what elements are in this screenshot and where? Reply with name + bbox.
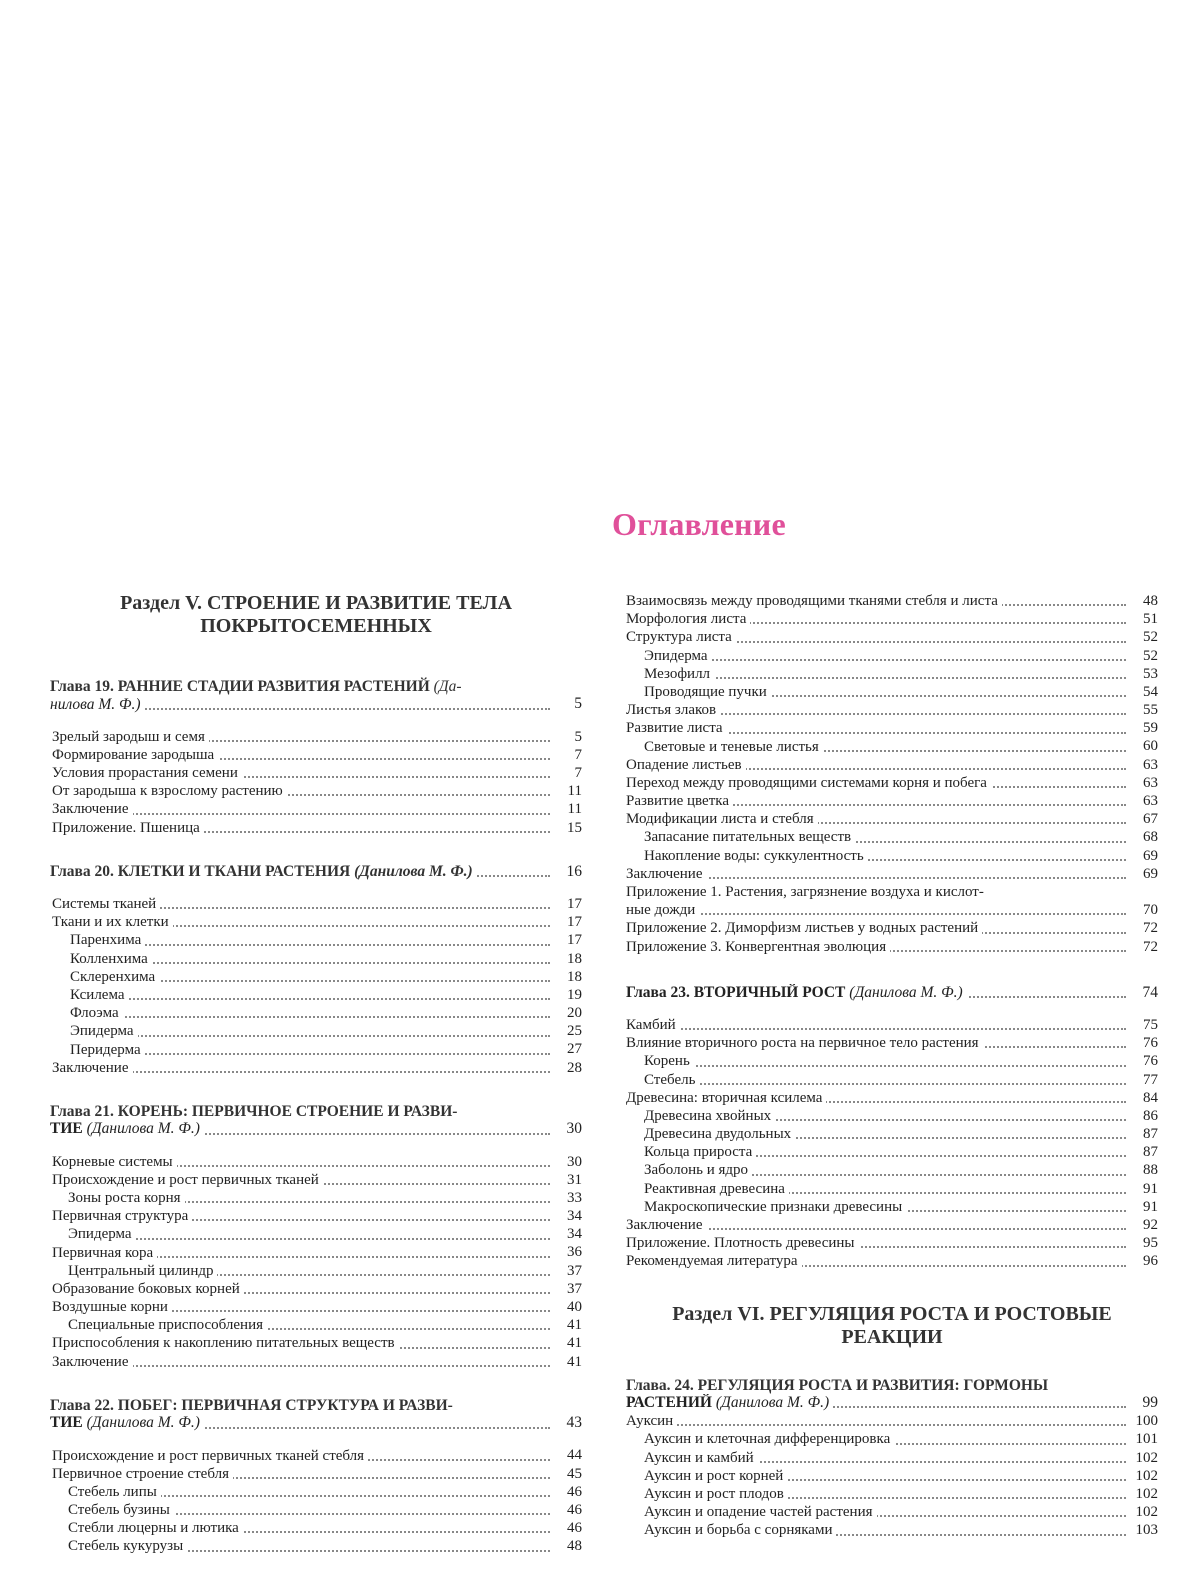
toc-entry-title: Листья злаков: [626, 702, 720, 718]
toc-entry-page: 63: [1139, 792, 1158, 810]
toc-entry-page: 102: [1132, 1503, 1159, 1521]
toc-entry[interactable]: [626, 828, 1158, 846]
toc-entry-page: 40: [563, 1298, 582, 1316]
chapter-22-continued-entries: [626, 592, 1158, 883]
toc-entry-page: 68: [1139, 828, 1158, 846]
toc-entry-page: 37: [563, 1280, 582, 1298]
dot-leader: [644, 659, 1126, 661]
toc-entry-title: Ауксин и клеточная дифференцировка: [644, 1431, 894, 1447]
toc-entry[interactable]: [626, 1016, 1158, 1034]
toc-entry-title: Ауксин и рост плодов: [644, 1486, 788, 1502]
toc-entry[interactable]: [626, 1234, 1158, 1252]
toc-entry-page: 48: [563, 1537, 582, 1555]
toc-entry-title: Эпидерма: [70, 1023, 138, 1039]
toc-entry-title: Стебель кукурузы: [68, 1538, 187, 1554]
toc-entry-page: 15: [563, 819, 582, 837]
toc-entry[interactable]: [626, 865, 1158, 883]
toc-entry-title: Мезофилл: [644, 666, 714, 682]
toc-entry[interactable]: [626, 1430, 1158, 1448]
toc-entry-title: Макроскопические признаки древесины: [644, 1199, 906, 1215]
toc-entry-page: 41: [563, 1316, 582, 1334]
toc-entry-title: Происхождение и рост первичных тканей стебля: [52, 1448, 368, 1464]
toc-entry[interactable]: [50, 1316, 582, 1334]
toc-entry[interactable]: [626, 1412, 1158, 1430]
toc-entry[interactable]: [626, 665, 1158, 683]
toc-entry-title: Колленхима: [70, 951, 152, 967]
toc-entry-page: 102: [1132, 1449, 1159, 1467]
toc-entry-page: 103: [1132, 1521, 1159, 1539]
toc-entry-title: Структура листа: [626, 629, 736, 645]
chapter-19-entries: [50, 728, 582, 837]
toc-entry-title: Морфология листа: [626, 611, 750, 627]
toc-entry-title: Формирование зародыша: [52, 747, 218, 763]
toc-entry-title: Ауксин: [626, 1413, 677, 1429]
toc-entry[interactable]: [50, 895, 582, 913]
toc-entry-title: Накопление воды: суккулентность: [644, 848, 868, 864]
toc-entry-title: Ксилема: [70, 987, 129, 1003]
dot-leader: [644, 1065, 1126, 1067]
toc-entry[interactable]: [626, 1503, 1158, 1521]
dot-leader: [626, 1424, 1126, 1426]
toc-entry-page: 48: [1139, 592, 1158, 610]
dot-leader: [644, 1083, 1126, 1085]
toc-entry[interactable]: [626, 810, 1158, 828]
toc-entry-title: Развитие листа: [626, 720, 727, 736]
toc-entry-page: 76: [1139, 1052, 1158, 1070]
toc-entry-page: 28: [563, 1059, 582, 1077]
toc-entry-title: Условия прорастания семени: [52, 765, 242, 781]
toc-entry[interactable]: [50, 1483, 582, 1501]
toc-entry-title: Древесина: вторичная ксилема: [626, 1090, 826, 1106]
toc-entry-page: 52: [1139, 647, 1158, 665]
toc-entry-page: 88: [1139, 1161, 1158, 1179]
toc-entry-page: 34: [563, 1225, 582, 1243]
toc-entry-page: 7: [571, 746, 583, 764]
toc-entry-page: 27: [563, 1041, 582, 1059]
toc-entry[interactable]: [626, 628, 1158, 646]
toc-entry[interactable]: [626, 1125, 1158, 1143]
toc-entry-page: 75: [1139, 1016, 1158, 1034]
toc-entry-page: 11: [564, 800, 582, 818]
toc-entry[interactable]: [626, 792, 1158, 810]
toc-entry-title: Стебель бузины: [68, 1502, 174, 1518]
toc-entry-title: Модификации листа и стебля: [626, 811, 818, 827]
chapter-21-entries: [50, 1153, 582, 1371]
toc-entry[interactable]: [50, 1447, 582, 1465]
toc-entry-page: 102: [1132, 1485, 1159, 1503]
toc-entry[interactable]: [50, 782, 582, 800]
chapter-23-heading[interactable]: Глава 23. ВТОРИЧНЫЙ РОСТ (Данилова М. Ф.) 74: [626, 983, 1158, 1001]
dot-leader: [626, 1028, 1126, 1030]
section-6-heading: Раздел VI. РЕГУЛЯЦИЯ РОСТА И РОСТОВЫЕ РЕАКЦИИ: [672, 1302, 1112, 1348]
toc-entry[interactable]: [50, 1244, 582, 1262]
toc-entry-page: 69: [1139, 847, 1158, 865]
toc-entry-title: Паренхима: [70, 932, 145, 948]
toc-entry-page: 46: [563, 1519, 582, 1537]
toc-entry-title: Образование боковых корней: [52, 1281, 244, 1297]
toc-entry-title: Заключение: [52, 1060, 133, 1076]
toc-entry[interactable]: [50, 931, 582, 949]
toc-entry-title: Взаимосвязь между проводящими тканями стебля и листа: [626, 593, 1002, 609]
toc-entry-page: 63: [1139, 774, 1158, 792]
toc-entry-page: 44: [563, 1447, 582, 1465]
toc-entry-page: 59: [1139, 719, 1158, 737]
toc-left-column: [50, 592, 582, 1556]
toc-entry-title: Воздушные корни: [52, 1299, 172, 1315]
toc-entry[interactable]: [50, 764, 582, 782]
toc-entry-page: 55: [1139, 701, 1158, 719]
toc-entry-title: Заключение: [52, 801, 133, 817]
toc-entry-page: 95: [1139, 1234, 1158, 1252]
toc-entry-title: Первичная кора: [52, 1245, 157, 1261]
toc-entry-page: 20: [563, 1004, 582, 1022]
toc-entry-title: Ауксин и рост корней: [644, 1468, 787, 1484]
toc-entry-title: Заключение: [626, 1217, 707, 1233]
toc-entry-title: Стебель липы: [68, 1484, 161, 1500]
toc-entry-title: Рекомендуемая литература: [626, 1253, 802, 1269]
chapter-20-heading[interactable]: Глава 20. КЛЕТКИ И ТКАНИ РАСТЕНИЯ (Данилова М. Ф.) 16: [50, 862, 582, 880]
toc-entry[interactable]: [626, 1089, 1158, 1107]
dot-leader: [70, 1016, 550, 1018]
toc-entry-page: 41: [563, 1353, 582, 1371]
toc-entry[interactable]: [626, 1467, 1158, 1485]
toc-entry[interactable]: [50, 950, 582, 968]
toc-entry[interactable]: [626, 1485, 1158, 1503]
dot-leader: [70, 1035, 550, 1037]
toc-entry-title: Зоны роста корня: [68, 1190, 185, 1206]
toc-entry-title: Происхождение и рост первичных тканей: [52, 1172, 323, 1188]
toc-entry[interactable]: Приложение 3. Конвергентная эволюция 72: [626, 938, 1158, 955]
toc-entry[interactable]: [50, 1041, 582, 1059]
toc-entry[interactable]: [626, 610, 1158, 628]
toc-entry-page: 25: [563, 1022, 582, 1040]
chapter-22-entries: [50, 1447, 582, 1556]
toc-entry[interactable]: [50, 1153, 582, 1171]
toc-entry-page: 54: [1139, 683, 1158, 701]
toc-entry-page: 96: [1139, 1252, 1158, 1270]
toc-entry-page: 37: [563, 1262, 582, 1280]
toc-entry[interactable]: [50, 1537, 582, 1555]
toc-entry-page: 11: [564, 782, 582, 800]
toc-entry-title: Заболонь и ядро: [644, 1162, 752, 1178]
toc-entry-title: Заключение: [626, 866, 707, 882]
toc-entry[interactable]: [626, 1198, 1158, 1216]
chapter-19-heading[interactable]: Глава 19. РАННИЕ СТАДИИ РАЗВИТИЯ РАСТЕНИЙ (Да- нилова М. Ф.) 5: [50, 678, 582, 713]
dot-leader: [70, 998, 550, 1000]
toc-entry[interactable]: [626, 683, 1158, 701]
toc-entry-title: Зрелый зародыш и семя: [52, 729, 209, 745]
toc-entry-page: 17: [563, 913, 582, 931]
toc-entry-page: 30: [563, 1153, 582, 1171]
toc-entry-page: 34: [563, 1207, 582, 1225]
toc-entry-title: Переход между проводящими системами корня и побега: [626, 775, 991, 791]
toc-entry[interactable]: [50, 986, 582, 1004]
toc-entry-title: Световые и теневые листья: [644, 739, 823, 755]
toc-entry-page: 101: [1132, 1430, 1159, 1448]
toc-entry[interactable]: [50, 1465, 582, 1483]
toc-entry-page: 53: [1139, 665, 1158, 683]
toc-entry[interactable]: [50, 819, 582, 837]
dot-leader: [644, 677, 1126, 679]
toc-entry-page: 33: [563, 1189, 582, 1207]
toc-entry[interactable]: [626, 1216, 1158, 1234]
toc-entry-title: Древесина хвойных: [644, 1108, 775, 1124]
toc-entry[interactable]: [50, 1207, 582, 1225]
toc-entry-page: 92: [1139, 1216, 1158, 1234]
toc-entry-page: 7: [571, 764, 583, 782]
section-5-heading: Раздел V. СТРОЕНИЕ И РАЗВИТИЕ ТЕЛА ПОКРЫТОСЕМЕННЫХ: [120, 592, 512, 637]
page-title: Оглавление: [612, 506, 786, 542]
toc-entry[interactable]: [626, 1034, 1158, 1052]
toc-entry-title: Центральный цилиндр: [68, 1263, 217, 1279]
toc-entry[interactable]: [50, 1059, 582, 1077]
toc-entry-title: Эпидерма: [68, 1226, 136, 1242]
toc-entry-title: Приложение. Пшеница: [52, 820, 204, 836]
toc-entry[interactable]: [626, 1161, 1158, 1179]
chapter-23-entries: [626, 1016, 1158, 1271]
toc-entry[interactable]: [50, 1225, 582, 1243]
chapter-24-entries: [626, 1412, 1158, 1539]
toc-entry[interactable]: [626, 1052, 1158, 1070]
toc-entry[interactable]: [626, 1143, 1158, 1161]
toc-entry-page: 46: [563, 1483, 582, 1501]
toc-entry[interactable]: [50, 1189, 582, 1207]
toc-entry[interactable]: [626, 847, 1158, 865]
toc-entry-title: Стебель: [644, 1072, 699, 1088]
chapter-20-entries: [50, 895, 582, 1077]
toc-entry-title: Древесина двудольных: [644, 1126, 795, 1142]
toc-entry-page: 46: [563, 1501, 582, 1519]
toc-entry-title: Реактивная древесина: [644, 1181, 789, 1197]
toc-entry[interactable]: [50, 800, 582, 818]
toc-entry-page: 60: [1139, 738, 1158, 756]
toc-entry-page: 36: [563, 1244, 582, 1262]
toc-entry-title: Развитие цветка: [626, 793, 733, 809]
toc-entry-page: 45: [563, 1465, 582, 1483]
toc-entry-title: Первичное строение стебля: [52, 1466, 233, 1482]
toc-entry-title: Опадение листьев: [626, 757, 746, 773]
toc-entry-page: 18: [563, 968, 582, 986]
toc-entry-page: 91: [1139, 1180, 1158, 1198]
toc-entry-page: 76: [1139, 1034, 1158, 1052]
toc-entry-title: Приложение. Плотность древесины: [626, 1235, 859, 1251]
toc-entry[interactable]: [50, 1519, 582, 1537]
toc-entry-page: 100: [1132, 1412, 1159, 1430]
toc-entry[interactable]: [50, 1353, 582, 1371]
toc-entry-page: 102: [1132, 1467, 1159, 1485]
toc-entry-page: 5: [571, 728, 583, 746]
toc-entry-page: 52: [1139, 628, 1158, 646]
toc-entry-page: 51: [1139, 610, 1158, 628]
toc-entry-title: Ауксин и камбий: [644, 1450, 758, 1466]
toc-entry-page: 84: [1139, 1089, 1158, 1107]
toc-entry-title: Флоэма: [70, 1005, 123, 1021]
toc-entry-page: 91: [1139, 1198, 1158, 1216]
toc-entry-title: Эпидерма: [644, 648, 712, 664]
toc-entry[interactable]: [50, 1022, 582, 1040]
toc-entry[interactable]: [50, 1004, 582, 1022]
toc-entry-title: Стебли люцерны и лютика: [68, 1520, 243, 1536]
toc-entry[interactable]: [626, 592, 1158, 610]
toc-entry-title: От зародыша к взрослому растению: [52, 783, 287, 799]
chapter-21-heading[interactable]: Глава 21. КОРЕНЬ: ПЕРВИЧНОЕ СТРОЕНИЕ И РАЗВИ- ТИЕ (Данилова М. Ф.) 30: [50, 1102, 582, 1138]
toc-entry-page: 41: [563, 1334, 582, 1352]
toc-entry-title: Ауксин и борьба с сорняками: [644, 1522, 836, 1538]
toc-entry-title: Ауксин и опадение частей растения: [644, 1504, 877, 1520]
toc-entry[interactable]: [626, 1252, 1158, 1270]
toc-entry-title: Склеренхима: [70, 969, 159, 985]
toc-entry-page: 19: [563, 986, 582, 1004]
toc-entry[interactable]: [626, 1071, 1158, 1089]
toc-entry-title: Запасание питательных веществ: [644, 829, 855, 845]
toc-entry-page: 31: [563, 1171, 582, 1189]
toc-entry-title: Специальные приспособления: [68, 1317, 267, 1333]
toc-entry-page: 17: [563, 895, 582, 913]
dot-leader: [68, 1238, 550, 1240]
toc-entry-page: 87: [1139, 1143, 1158, 1161]
toc-entry-page: 18: [563, 950, 582, 968]
toc-entry[interactable]: [50, 1334, 582, 1352]
toc-entry[interactable]: [626, 719, 1158, 737]
toc-entry[interactable]: [626, 1180, 1158, 1198]
toc-entry[interactable]: [50, 1298, 582, 1316]
toc-entry-title: Проводящие пучки: [644, 684, 771, 700]
toc-entry-title: Системы тканей: [52, 896, 160, 912]
toc-entry-title: Заключение: [52, 1354, 133, 1370]
toc-entry[interactable]: [50, 1262, 582, 1280]
toc-entry[interactable]: Приложение 1. Растения, загрязнение воздуха и кислот- ные дожди 70: [626, 884, 1158, 919]
toc-entry[interactable]: [626, 774, 1158, 792]
chapter-22-heading[interactable]: Глава 22. ПОБЕГ: ПЕРВИЧНАЯ СТРУКТУРА И РАЗВИ- ТИЕ (Данилова М. Ф.) 43: [50, 1396, 582, 1432]
toc-entry-title: Ткани и их клетки: [52, 914, 173, 930]
toc-entry-page: 77: [1139, 1071, 1158, 1089]
toc-entry-title: Кольца прироста: [644, 1144, 756, 1160]
toc-entry[interactable]: [626, 701, 1158, 719]
toc-right-column: [626, 592, 1158, 1540]
toc-entry-title: Приспособления к накоплению питательных веществ: [52, 1335, 399, 1351]
chapter-24-heading[interactable]: Глава. 24. РЕГУЛЯЦИЯ РОСТА И РАЗВИТИЯ: ГОРМОНЫ РАСТЕНИЙ (Данилова М. Ф.) 99: [626, 1376, 1158, 1412]
toc-entry-page: 17: [563, 931, 582, 949]
toc-entry-page: 69: [1139, 865, 1158, 883]
toc-entry[interactable]: [626, 1449, 1158, 1467]
toc-entry[interactable]: [50, 728, 582, 746]
toc-entry[interactable]: [50, 1501, 582, 1519]
toc-entry-page: 63: [1139, 756, 1158, 774]
toc-entry-title: Влияние вторичного роста на первичное тело растения: [626, 1035, 983, 1051]
toc-entry-page: 67: [1139, 810, 1158, 828]
toc-entry[interactable]: [50, 1171, 582, 1189]
toc-entry-title: Корень: [644, 1053, 694, 1069]
toc-entry[interactable]: [50, 968, 582, 986]
toc-entry-page: 86: [1139, 1107, 1158, 1125]
toc-entry-title: Перидерма: [70, 1042, 145, 1058]
toc-entry[interactable]: Приложение 2. Диморфизм листьев у водных растений 72: [626, 920, 1158, 937]
toc-entry[interactable]: [50, 746, 582, 764]
toc-entry[interactable]: [626, 647, 1158, 665]
toc-entry-page: 87: [1139, 1125, 1158, 1143]
toc-entry[interactable]: [626, 1521, 1158, 1539]
toc-entry-title: Камбий: [626, 1017, 680, 1033]
toc-entry[interactable]: [626, 756, 1158, 774]
toc-entry[interactable]: [50, 1280, 582, 1298]
toc-entry[interactable]: [626, 1107, 1158, 1125]
toc-entry-title: Корневые системы: [52, 1154, 177, 1170]
toc-entry-title: Первичная структура: [52, 1208, 192, 1224]
toc-entry[interactable]: [50, 913, 582, 931]
toc-entry[interactable]: [626, 738, 1158, 756]
